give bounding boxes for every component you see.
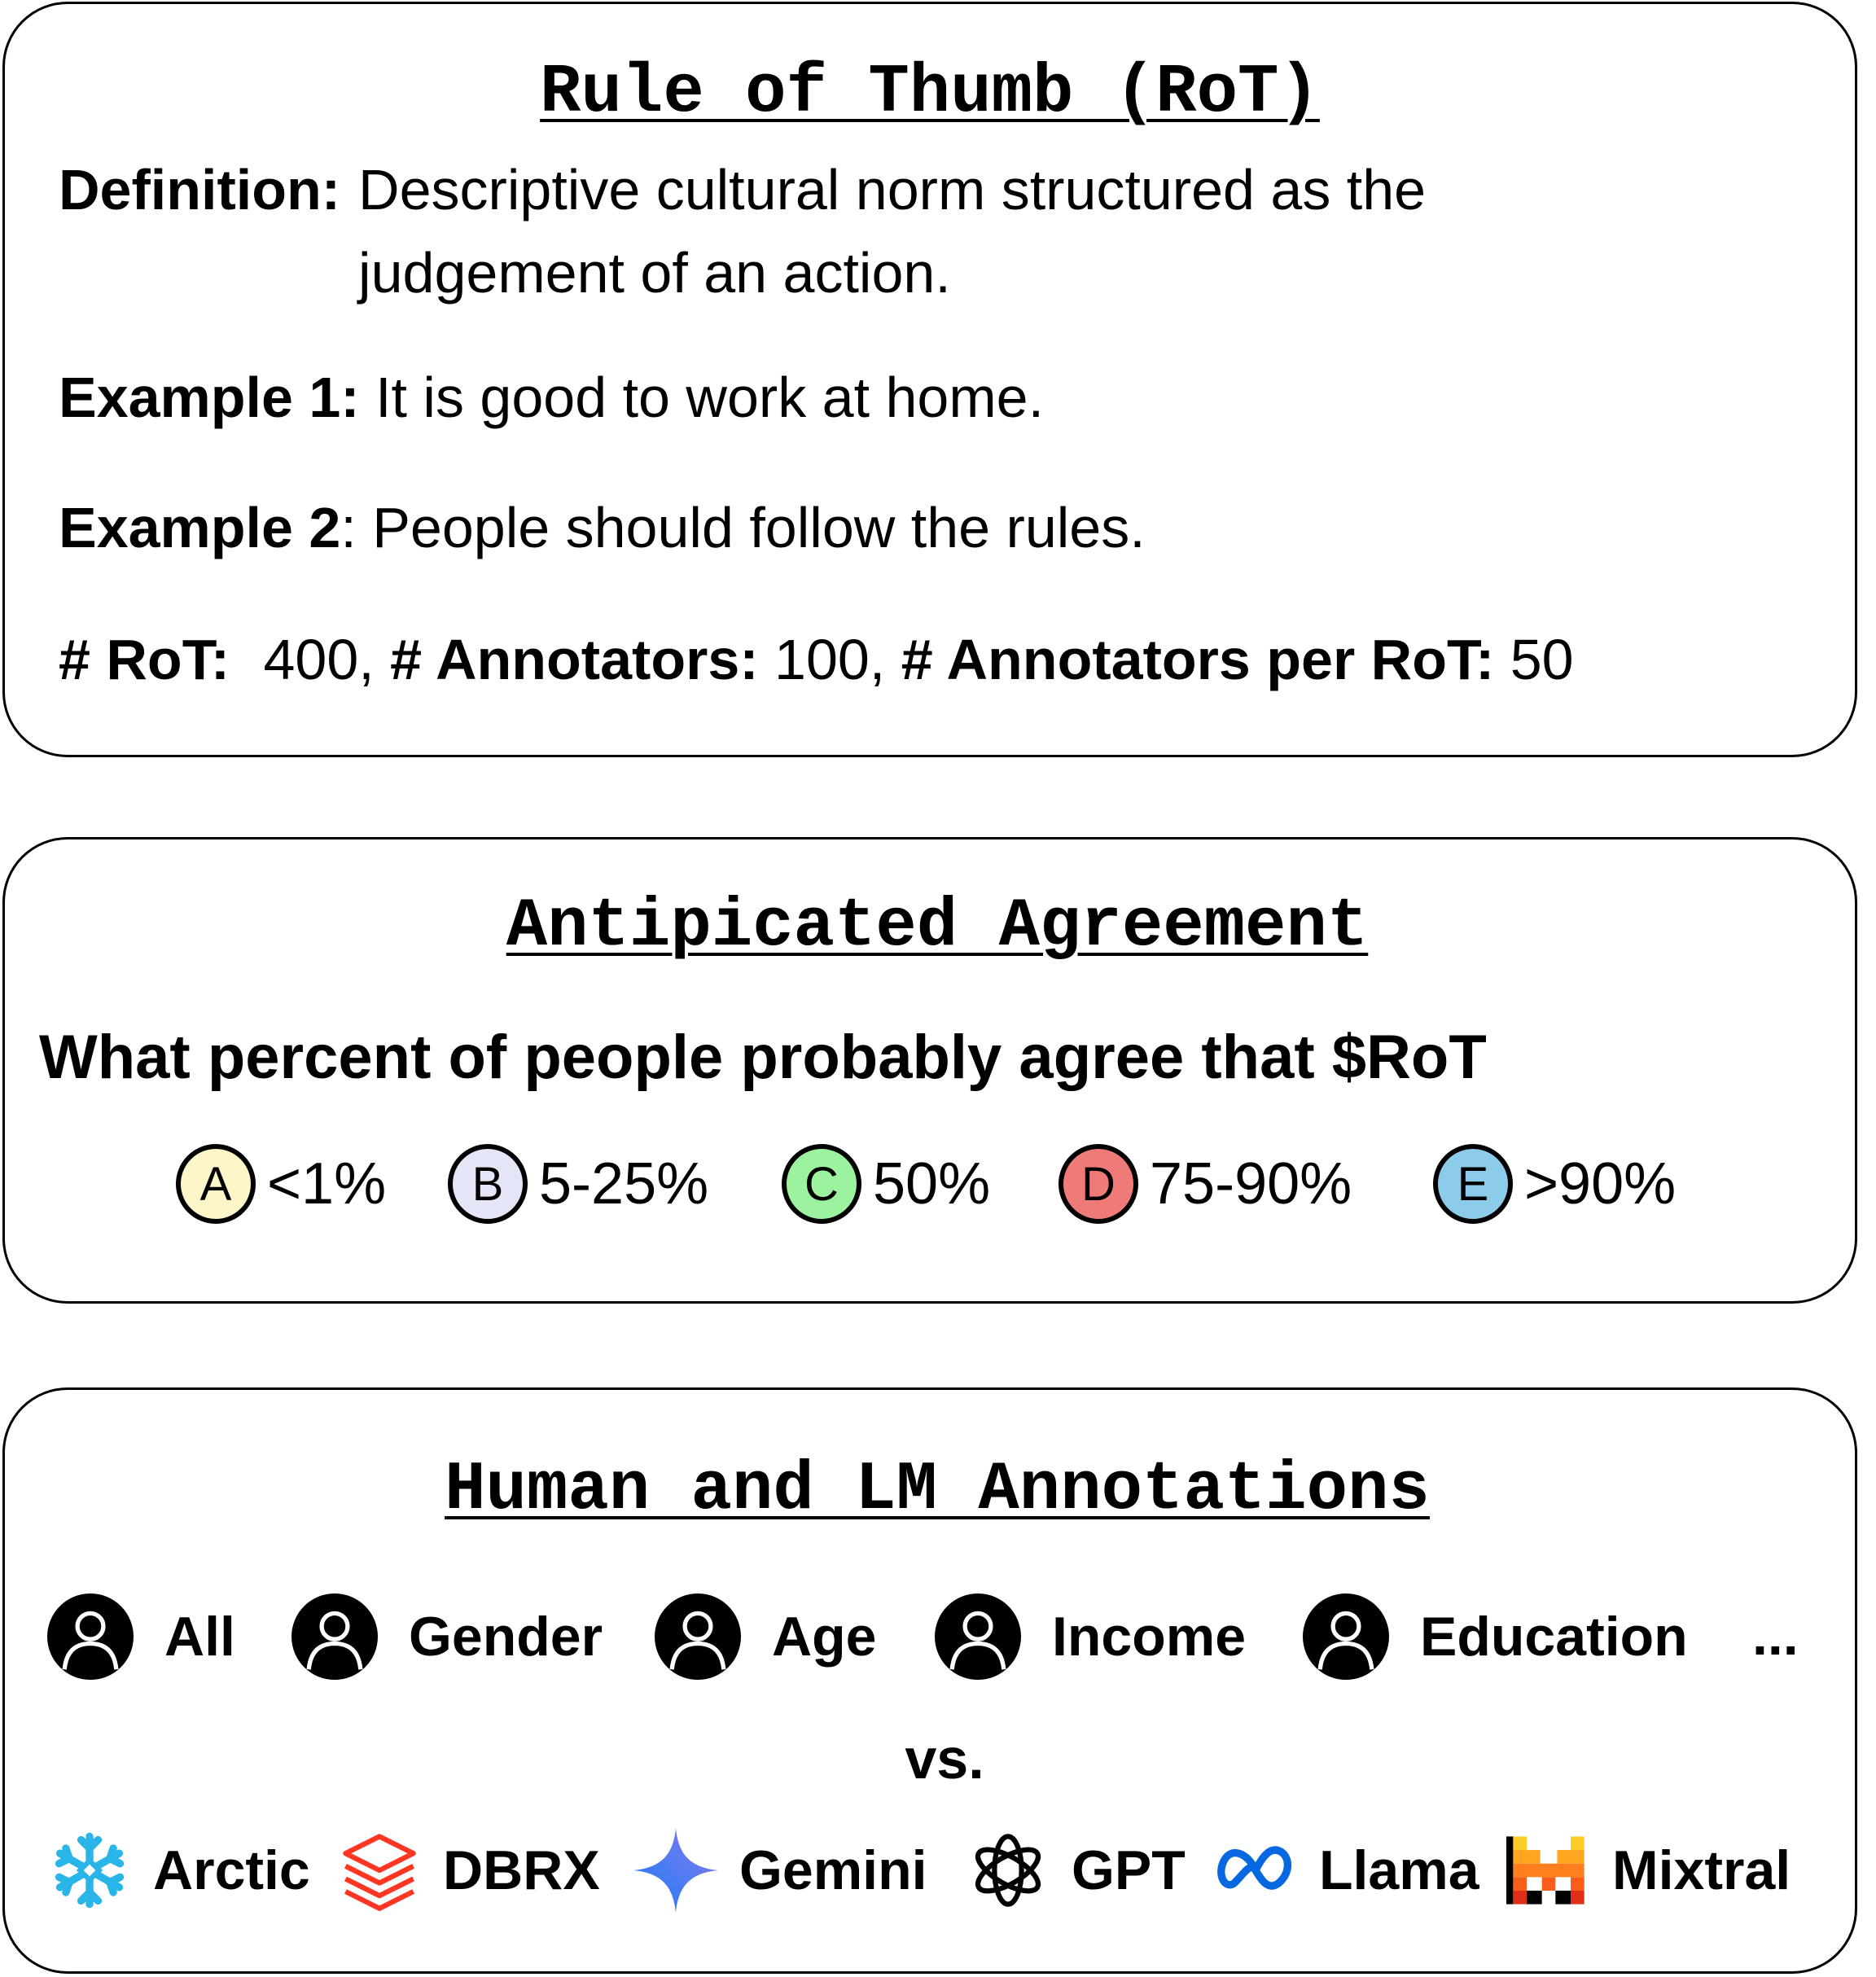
option-d-circle: D [1059,1144,1138,1224]
sparkle-star-icon [633,1828,718,1913]
example-1 [59,366,1045,429]
option-e-label: >90% [1524,1151,1677,1216]
example-1-text: It is good to work at home. [375,366,1045,429]
vs-label: vs. [905,1727,984,1791]
definition-label: Definition: [59,158,341,221]
model-gemini[interactable] [633,1828,927,1913]
group-age[interactable] [655,1593,876,1680]
group-gender[interactable] [291,1593,603,1680]
group-all[interactable] [47,1593,235,1680]
annotators-per-rot-value: 50 [1510,628,1574,691]
option-b-label: 5-25% [539,1151,709,1216]
option-a-label: <1% [267,1151,387,1216]
person-icon [291,1593,378,1680]
model-llama-label: Llama [1319,1839,1479,1901]
option-a[interactable] [176,1144,386,1224]
example-1-label: Example 1: [59,366,360,429]
model-arctic-label: Arctic [153,1839,310,1901]
option-c[interactable] [782,1144,990,1224]
snowflake-icon [47,1828,132,1913]
group-income-label: Income [1052,1606,1247,1668]
group-all-label: All [164,1606,235,1668]
mistral-blocks-icon [1506,1828,1591,1913]
model-mixtral-label: Mixtral [1612,1839,1791,1901]
rot-title: Rule of Thumb (RoT) [540,55,1320,132]
model-arctic[interactable] [47,1828,310,1913]
model-llama[interactable] [1213,1828,1479,1913]
agreement-question: What percent of people probably agree that $RoT [39,1023,1487,1092]
example-2-text: : People should follow the rules. [340,496,1146,559]
option-e-circle: E [1433,1144,1513,1224]
agreement-title: Antipicated Agreement [506,888,1369,966]
group-education-label: Education [1420,1606,1688,1668]
annotators-label: # Annotators: [390,628,759,691]
model-mixtral[interactable] [1506,1828,1791,1913]
person-icon [47,1593,134,1680]
model-gemini-label: Gemini [739,1839,927,1901]
model-gpt-label: GPT [1072,1839,1186,1901]
ellipsis-text: ... [1752,1605,1799,1667]
option-d-label: 75-90% [1150,1151,1352,1216]
group-gender-label: Gender [409,1606,603,1668]
annotators-per-rot-label: # Annotators per RoT: [901,628,1495,691]
rot-count-label: # RoT: [59,628,230,691]
rot-stats [59,628,1574,691]
openai-knot-icon [966,1828,1050,1913]
person-icon [935,1593,1021,1680]
model-dbrx-label: DBRX [443,1839,600,1901]
option-e[interactable] [1433,1144,1676,1224]
person-icon [655,1593,741,1680]
group-age-label: Age [772,1606,877,1668]
option-a-circle: A [176,1144,256,1224]
group-income[interactable] [935,1593,1246,1680]
model-gpt[interactable] [966,1828,1186,1913]
group-ellipsis [1752,1604,1799,1668]
option-b-circle: B [448,1144,528,1224]
meta-infinity-icon [1213,1828,1298,1913]
example-2 [59,496,1146,559]
option-b[interactable] [448,1144,708,1224]
definition-text: Descriptive cultural norm structured as the judgement of an action. [358,158,1427,305]
person-icon [1303,1593,1389,1680]
definition-row [59,158,1628,314]
annotations-title: Human and LM Annotations [445,1452,1430,1529]
rot-count-value: 400, [263,628,375,691]
option-d[interactable] [1059,1144,1352,1224]
option-c-label: 50% [873,1151,991,1216]
stacked-layers-icon [337,1828,422,1913]
annotators-value: 100, [774,628,886,691]
option-c-circle: C [782,1144,861,1224]
example-2-label: Example 2 [59,496,341,559]
group-education[interactable] [1303,1593,1688,1680]
model-dbrx[interactable] [337,1828,600,1913]
